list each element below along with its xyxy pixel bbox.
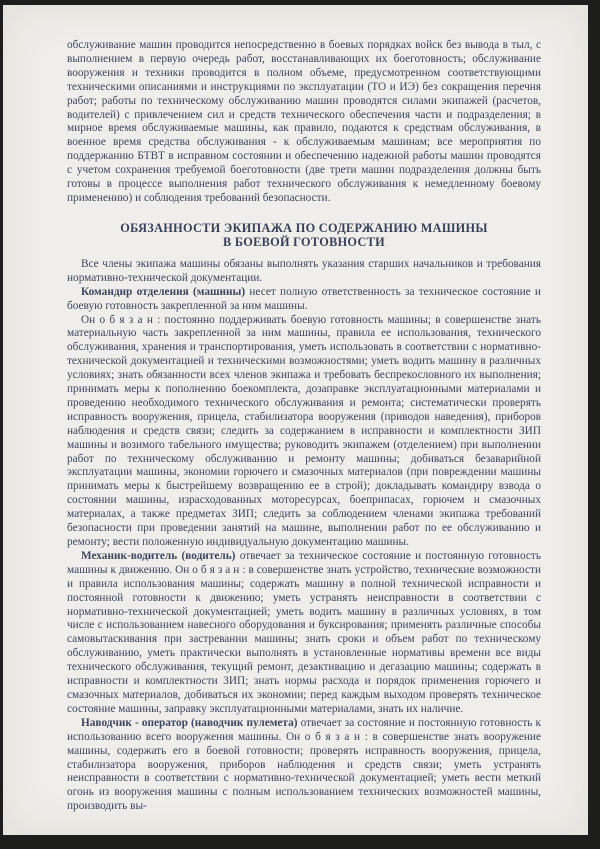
paragraph-lead: Наводчик - оператор (наводчик пулемета) — [81, 716, 298, 729]
paragraph-text: отвечает за техническое состояние и постоянную готовность машины к движению. Он о б я з а н : в совершенстве знать устройство, технические возможности и правила использования машины; содержать машину в полной технической исправности и постоянной готовности к движению; уметь устранять неисправности в соответствии с нормативно-технической документацией; уметь водить машину в различных условиях, в том числе с использованием навесного оборудования и буксирования; применять различные способы самовытаскивания при застревании машины; знать сроки и объем работ по техническому обслуживанию, уметь практически выполнять в установленные нормативы времени все виды технического обслуживания, текущий ремонт, дезактивацию и дегазацию машины; содержать в исправности и комплектности ЗИП; знать нормы расхода и порядок применения горючего и смазочных материалов, добиваться их экономии; перед каждым выходом проверять техническое состояние машины, заправку эксплуатационными материалами, знать их наличие. — [67, 549, 541, 715]
paragraph-text: Он о б я з а н : постоянно поддерживать боевую готовность машины; в совершенстве знать материальную часть закрепленной за ним машины, правила ее использования, технического обслуживания, хранения и транспортирования, уметь использовать в соответствии с нормативно-технической документацией и техническими возможностями; уметь водить машину в различных условиях; знать обязанности всех членов экипажа и требовать беспрекословного их выполнения; принимать меры к пополнению боекомплекта, дозаправке эксплуатационными материалами и проведению необходимого технического обслуживания и ремонта; систематически проверять исправность вооружения, прицела, стабилизатора вооружения (приводов наведения), приборов наблюдения и средств связи; следить за содержанием в исправности и комплектности ЗИП машины и возимого табельного имущества; руководить экипажем (отделением) при выполнении работ по техническому обслуживанию и ремонту машины; добиваться безаварийной эксплуатации машины, экономии горючего и смазочных материалов (при повреждении машины принимать меры к быстрейшему возвращению ее в строй); докладывать командиру взвода о состоянии машины, израсходованных моторесурсах, боеприпасах, горючем и смазочных материалах, а также предметах ЗИП; следить за соблюдением членами экипажа требований безопасности при проведении занятий на машине, выполнении работ по ее обслуживанию и ремонту; вести положенную индивидуальную документацию машины. — [67, 313, 541, 548]
paragraph-gunner — [67, 717, 541, 814]
paragraph-lead: Механик-водитель (водитель) — [81, 549, 236, 562]
document-page — [3, 5, 588, 835]
paragraph-text: несет полную ответственность за техническое состояние и боевую готовность закрепленной за ним машины. — [67, 285, 541, 312]
section-heading — [67, 221, 541, 249]
paragraph-lead: Командир отделения (машины) — [81, 285, 246, 298]
heading-line-2: В БОЕВОЙ ГОТОВНОСТИ — [222, 234, 385, 249]
heading-line-1: ОБЯЗАННОСТИ ЭКИПАЖА ПО СОДЕРЖАНИЮ МАШИНЫ — [120, 220, 488, 235]
paragraph-commander — [67, 286, 541, 314]
paragraph-driver — [67, 550, 541, 717]
paragraph-crew-duty — [67, 258, 541, 286]
paragraph-text: Все члены экипажа машины обязаны выполнять указания старших начальников и требования нормативно-технической документации. — [67, 257, 541, 284]
paragraph-text: отвечает за состояние и постоянную готовность к использованию всего вооружения машины. Он о б я з а н : в совершенстве знать вооружение машины, содержать его в боевой готовности; проверять исправность вооружения, прицела, стабилизатора вооружения, приборов наблюдения и средств связи; уметь устранять неисправности в соответствии с нормативно-технической документацией; уметь вести меткий огонь из вооружения машины с полным использованием технических возможностей машины, производить вы- — [67, 716, 541, 813]
page-text — [67, 39, 541, 814]
intro-paragraph: обслуживание машин проводится непосредственно в боевых порядках войск без вывода в тыл, с выполнением в первую очередь работ, восстанавливающих их боеготовность; обслуживание вооружения и техники проводится в полном объеме, предусмотренном соответствующими техническими описаниями и инструкциями по эксплуатации (ТО и ИЭ) без сокращения перечня работ; работы по техническому обслуживанию машин проводятся силами экипажей (расчетов, водителей) с привлечением сил и средств технического обеспечения части и подразделения; в мирное время обслуживаемые машины, как правило, подаются к средствам обслуживания, в военное время средства обслуживания - к обслуживаемым машинам; все мероприятия по поддержанию БТВТ в исправном состоянии и обеспечению надежной работы машин проводятся с учетом сохранения требуемой боеготовности (две трети машин подразделения должны быть готовы в процессе выполнения работ технического обслуживания к немедленному боевому применению) и соблюдения требований безопасности. — [67, 39, 541, 204]
paragraph-commander-obligations — [67, 314, 541, 550]
